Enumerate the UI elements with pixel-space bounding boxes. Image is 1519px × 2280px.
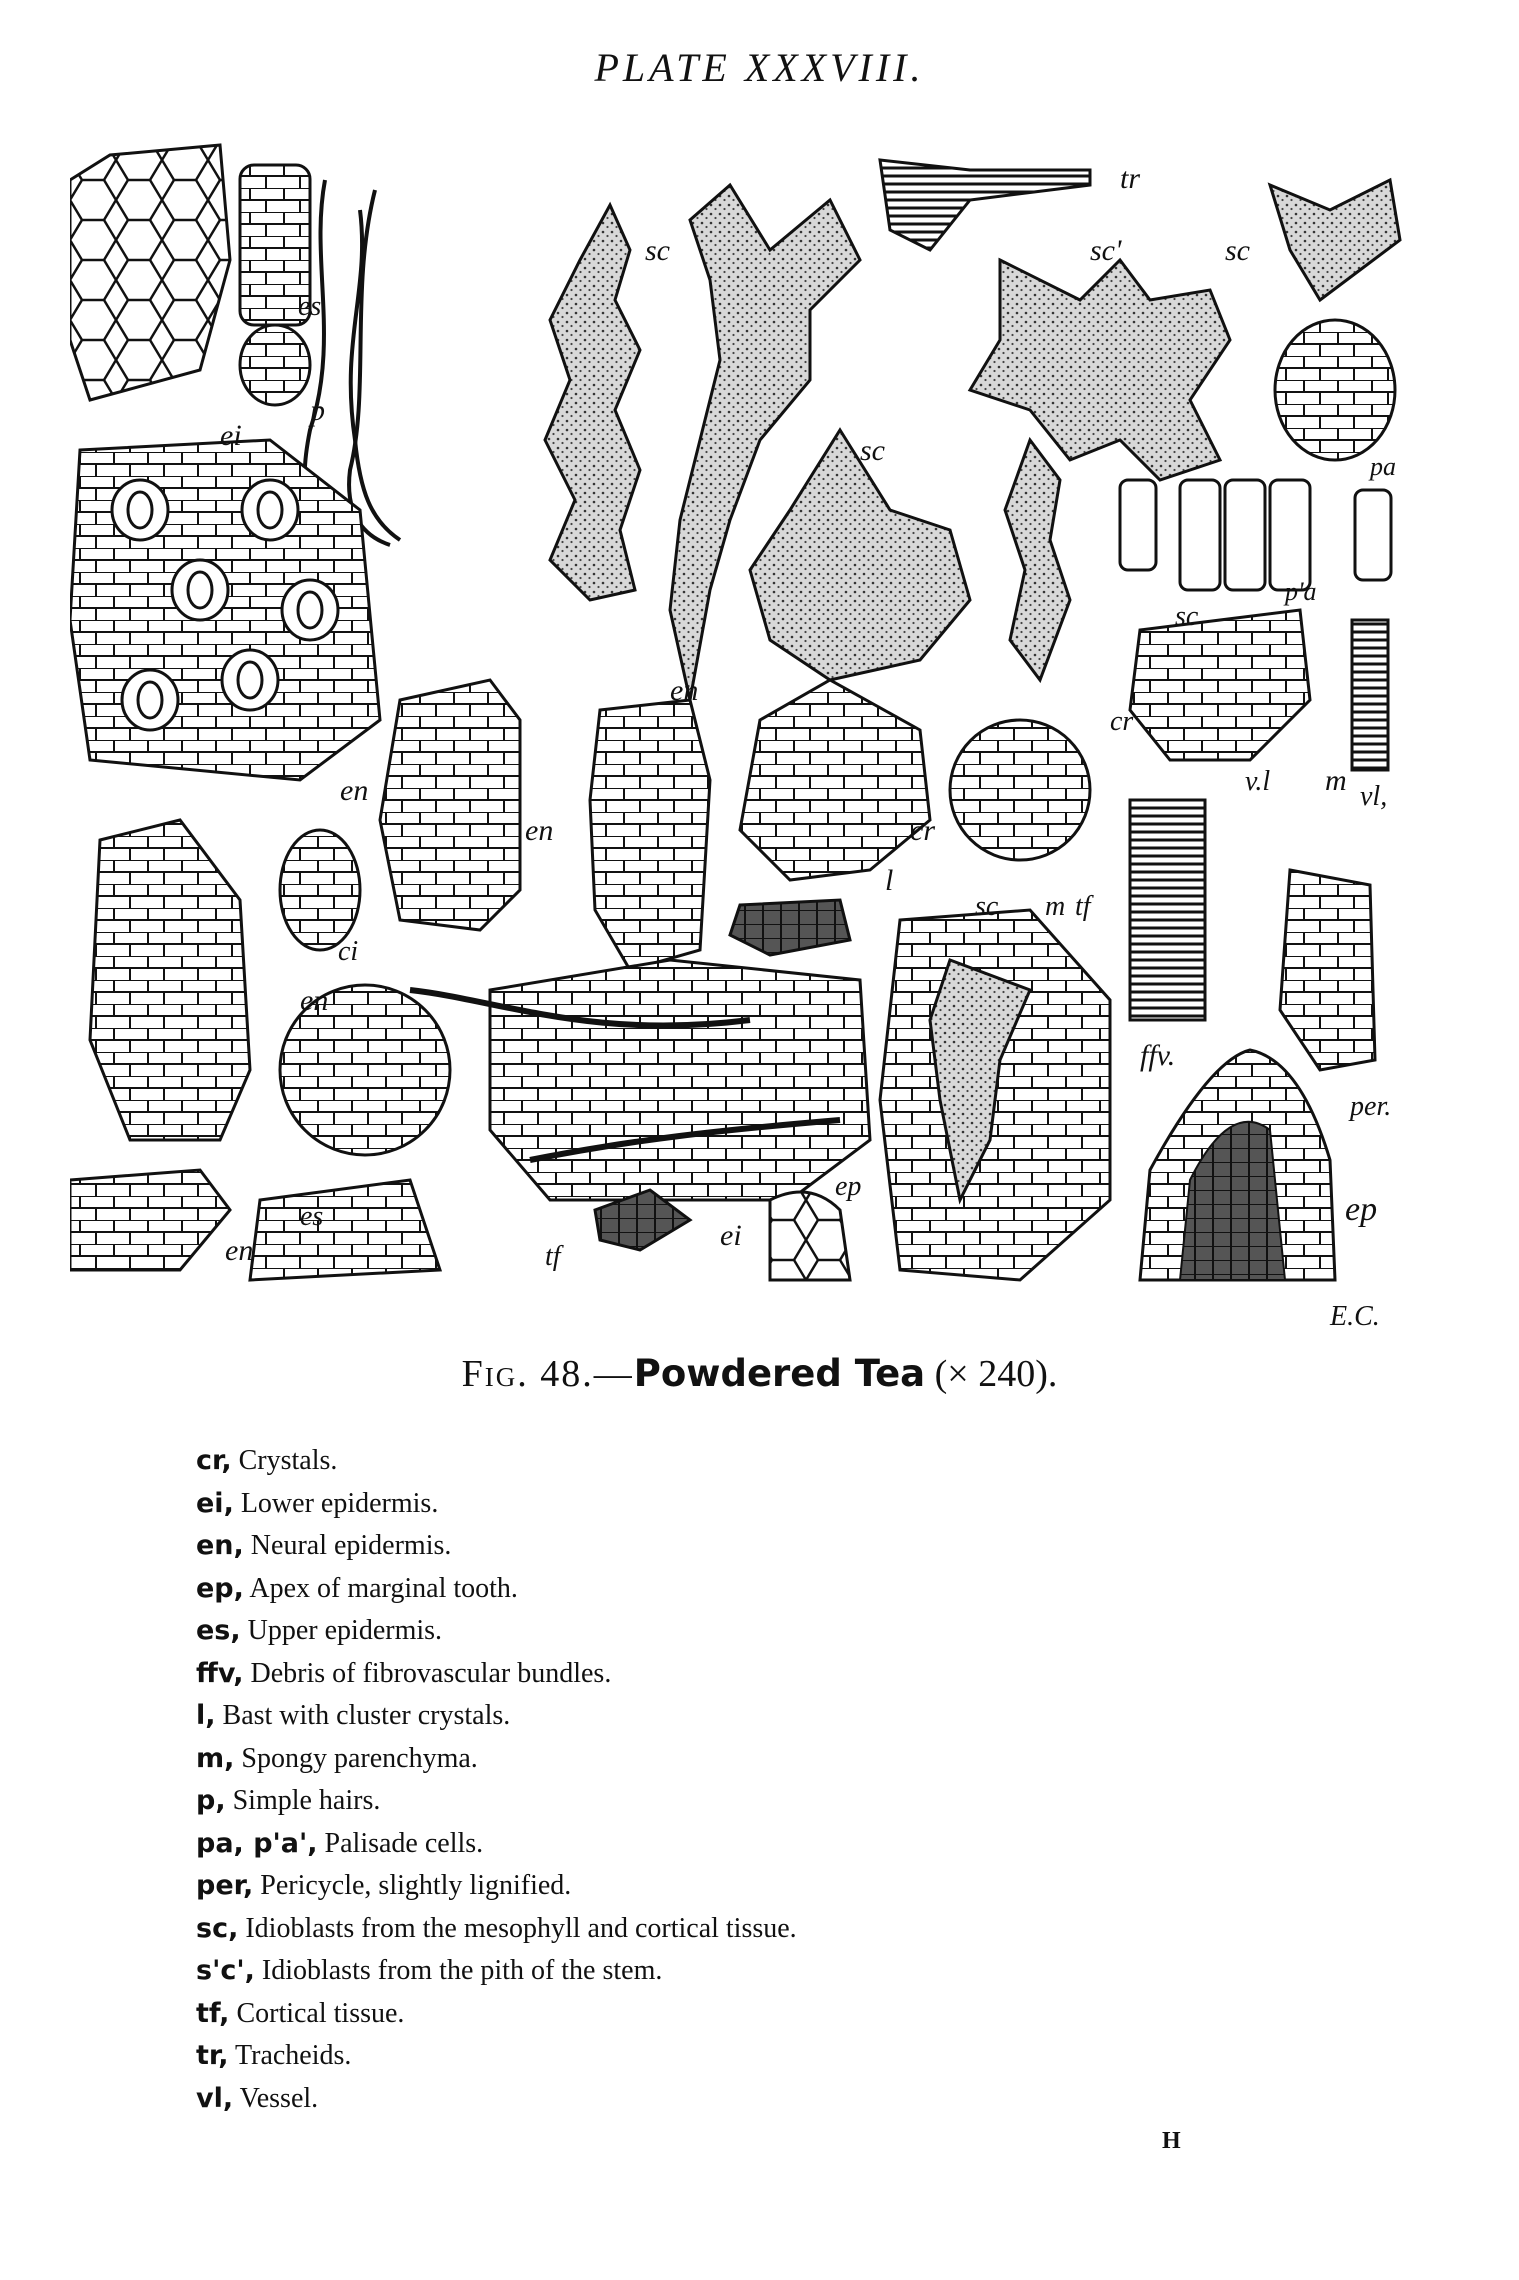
fibrovascular-debris: [1130, 800, 1205, 1020]
legend-item: [196, 1483, 1296, 1526]
label-ep-2: ep: [1345, 1191, 1378, 1228]
neural-epidermis-3: [90, 820, 250, 1140]
legend-text: Apex of marginal tooth.: [243, 1572, 518, 1604]
legend-abbr: es,: [196, 1615, 241, 1646]
legend-text: Lower epidermis.: [233, 1487, 439, 1519]
lower-epidermis-stomata: [70, 440, 380, 780]
label-ffv: ffv.: [1140, 1039, 1176, 1072]
pericycle: [1280, 870, 1375, 1070]
legend-item: [196, 1865, 1296, 1908]
legend-abbr: ffv,: [196, 1657, 244, 1689]
page-marker: H: [1162, 2128, 1181, 2154]
idioblast-mesophyll-1: [545, 205, 640, 600]
legend-text: Upper epidermis.: [240, 1615, 443, 1646]
microscope-figure: [70, 140, 1415, 1350]
label-ep-1: ep: [835, 1171, 862, 1202]
legend-abbr: tr,: [196, 2040, 229, 2071]
label-ei-2: ei: [720, 1219, 742, 1252]
label-ei-1: ei: [220, 419, 242, 452]
label-es-2: es: [300, 1201, 324, 1232]
legend-text: Simple hairs.: [225, 1785, 381, 1816]
legend-abbr: cr,: [196, 1445, 232, 1476]
bast-with-crystals: [740, 680, 930, 880]
label-sc-5: sc: [975, 891, 999, 922]
neural-epidermis-bottom: [70, 1170, 230, 1270]
neural-epidermis-1: [380, 680, 520, 930]
idioblast-small: [1270, 180, 1400, 300]
tracheids-fragment: [880, 160, 1090, 250]
label-sc-4: sc: [1175, 601, 1199, 632]
label-tf-1: tf: [1075, 891, 1091, 922]
legend-abbr: en,: [196, 1530, 244, 1561]
legend-item: [196, 1440, 1296, 1483]
label-sc-2: sc: [1225, 234, 1250, 267]
legend-abbr: s'c',: [196, 1955, 255, 1986]
caption-prefix: Fig. 48.—: [461, 1353, 634, 1395]
label-es-1: es: [298, 291, 322, 322]
legend-abbr: tf,: [196, 1997, 230, 2029]
label-m-1: m: [1325, 764, 1347, 797]
label-pa: pa: [1370, 452, 1396, 481]
label-en-3: en: [525, 814, 554, 847]
label-m-2: m: [1045, 891, 1066, 922]
caption-magnification: (× 240).: [925, 1353, 1058, 1395]
legend-text: Idioblasts from the pith of the stem.: [254, 1955, 663, 1986]
legend-item: [196, 1695, 1296, 1738]
label-signature: E.C.: [1330, 1301, 1380, 1332]
idioblast-pith: [970, 260, 1230, 480]
upper-epidermis-cells-small: [240, 325, 310, 405]
lower-epidermis-hairs: [490, 960, 870, 1200]
legend-item: [196, 1610, 1296, 1653]
legend-abbr: ei,: [196, 1487, 234, 1519]
label-sc-1: sc: [645, 234, 670, 267]
label-en-2: en: [340, 774, 369, 807]
legend-text: Tracheids.: [228, 2040, 352, 2071]
legend-abbr: per,: [196, 1870, 254, 1901]
legend-text: Spongy parenchyma.: [234, 1742, 478, 1774]
legend-text: Vessel.: [233, 2082, 319, 2114]
legend-abbr: l,: [196, 1700, 216, 1731]
label-en-5: en: [225, 1234, 254, 1267]
legend-item: [196, 1653, 1296, 1696]
lower-epidermis-bottom: [770, 1192, 850, 1280]
legend-item: [196, 1908, 1296, 1951]
legend-text: Neural epidermis.: [243, 1530, 452, 1561]
label-per: per.: [1350, 1091, 1392, 1122]
idioblast-mid: [1005, 440, 1070, 680]
label-sc-3: sc: [860, 434, 885, 467]
palisade-cells: [1120, 480, 1391, 590]
legend-item: [196, 1568, 1296, 1611]
neural-epidermis-small: [280, 830, 360, 950]
figure-caption: [0, 1352, 1519, 1396]
label-vl: v.l: [1245, 766, 1271, 797]
label-tr: tr: [1120, 162, 1141, 195]
label-p: p: [310, 394, 325, 427]
legend: [196, 1440, 1296, 2120]
legend-item: [196, 1993, 1296, 2036]
legend-abbr: p,: [196, 1785, 226, 1816]
legend-text: Bast with cluster crystals.: [215, 1700, 511, 1731]
crystal-cluster: [950, 720, 1090, 860]
legend-item: [196, 2035, 1296, 2078]
cortical-tissue: [730, 900, 850, 955]
legend-text: Crystals.: [231, 1445, 338, 1476]
label-en-1: en: [670, 674, 699, 707]
palisade-round: [1275, 320, 1395, 460]
label-cr-1: cr: [1110, 706, 1134, 737]
label-l: l: [885, 864, 894, 897]
legend-abbr: ep,: [196, 1572, 244, 1604]
legend-item: [196, 1780, 1296, 1823]
plate-title: PLATE XXXVIII.: [594, 45, 925, 90]
legend-text: Cortical tissue.: [229, 1997, 405, 2029]
neural-epidermis-2: [590, 700, 710, 970]
label-sc-prime: sc': [1090, 234, 1122, 267]
idioblast-mesophyll-3: [750, 430, 970, 680]
vessel: [1352, 620, 1388, 770]
legend-abbr: sc,: [196, 1912, 239, 1944]
legend-item: [196, 1950, 1296, 1993]
caption-name: Powdered Tea: [633, 1352, 926, 1395]
spongy-parenchyma: [1130, 610, 1310, 760]
legend-item: [196, 1738, 1296, 1781]
legend-abbr: vl,: [196, 2082, 234, 2114]
legend-item: [196, 1823, 1296, 1866]
legend-text: Debris of fibrovascular bundles.: [243, 1657, 612, 1689]
legend-text: Pericycle, slightly lignified.: [253, 1870, 572, 1901]
legend-item: [196, 1525, 1296, 1568]
legend-text: Idioblasts from the mesophyll and cortical tissue.: [238, 1912, 797, 1944]
legend-text: Palisade cells.: [317, 1827, 484, 1859]
label-en-4: en: [300, 984, 329, 1017]
upper-epidermis-fragment: [70, 145, 230, 400]
legend-abbr: m,: [196, 1742, 235, 1774]
label-ci: ci: [338, 936, 359, 967]
label-vl-prime: vl,: [1360, 781, 1388, 812]
label-cr-2: cr: [910, 814, 935, 847]
legend-item: [196, 2078, 1296, 2121]
label-p-a: p'a: [1285, 577, 1317, 606]
upper-epidermis-bottom: [250, 1180, 440, 1280]
label-tf-2: tf: [545, 1241, 561, 1272]
legend-abbr: pa, p'a',: [196, 1827, 318, 1859]
